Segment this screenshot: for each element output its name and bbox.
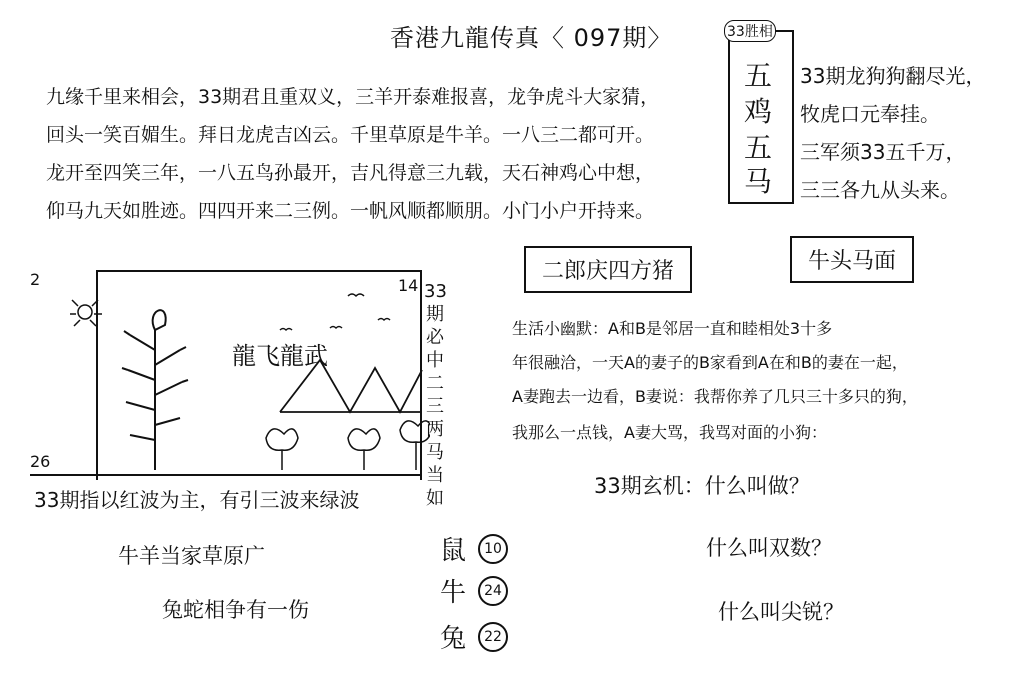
num-top-left: 2 bbox=[30, 270, 41, 289]
zodiac-num-2: 24 bbox=[478, 576, 508, 606]
story-line-3: A妻跑去一边看，B妻说：我帮你养了几只三十多只的狗， bbox=[512, 387, 918, 406]
drawing-caption: 龍飞龍武 bbox=[232, 342, 328, 370]
bottom-line-2: 兔蛇相争有一伤 bbox=[162, 598, 309, 622]
zodiac-num-3: 22 bbox=[478, 622, 508, 652]
right-poem-4: 三三各九从头来。 bbox=[800, 178, 960, 202]
poem-line-4: 仰马九天如胜迹。四四开来二三例。一帆风顺都顺朋。小门小户开持来。 bbox=[46, 200, 655, 222]
side-box-label: 33胜相 bbox=[724, 20, 776, 42]
sun-icon bbox=[70, 300, 102, 326]
question-3: 什么叫尖锐？ bbox=[718, 600, 844, 624]
zodiac-char-2: 牛 bbox=[440, 578, 467, 608]
poem-line-3: 龙开至四笑三年，一八五鸟孙最开，吉凡得意三九载，天石神鸡心中想， bbox=[46, 162, 655, 184]
story-line-2: 年很融洽，一天A的妻子的B家看到A在和B的妻在一起， bbox=[512, 353, 908, 372]
story-line-1: 生活小幽默：A和B是邻居一直和睦相处3十多 bbox=[512, 319, 833, 338]
right-poem-2: 牧虎口元奉挂。 bbox=[800, 102, 940, 126]
drawing-bottom-caption: 33期指以红波为主，有引三波来绿波 bbox=[34, 488, 360, 512]
side-char-4: 马 bbox=[744, 165, 773, 198]
page-title: 香港九龍传真〈 097期〉 bbox=[390, 24, 673, 52]
bottom-line-1: 牛羊当家草原广 bbox=[118, 544, 265, 568]
poem-line-1: 九缘千里来相会，33期君且重双义，三羊开泰难报喜，龙争虎斗大家猜， bbox=[46, 86, 660, 108]
drawing-sketch bbox=[30, 270, 430, 480]
side-box bbox=[727, 24, 794, 204]
zodiac-num-1: 10 bbox=[478, 534, 508, 564]
tag-right: 牛头马面 bbox=[790, 236, 914, 283]
zodiac-char-1: 鼠 bbox=[440, 536, 467, 566]
side-char-1: 五 bbox=[744, 59, 773, 92]
vertical-text: 33期必中二三两马当如 bbox=[424, 281, 447, 509]
story-line-4: 我那么一点钱，A妻大骂，我骂对面的小狗： bbox=[512, 423, 827, 442]
question-1: 33期玄机：什么叫做？ bbox=[594, 474, 810, 498]
tree-icon bbox=[122, 310, 188, 470]
tag-left: 二郎庆四方猪 bbox=[524, 246, 692, 293]
question-2: 什么叫双数？ bbox=[706, 536, 832, 560]
side-char-3: 五 bbox=[744, 131, 773, 164]
right-poem-1: 33期龙狗狗翻尽光， bbox=[800, 64, 986, 88]
poem-line-2: 回头一笑百媚生。拜日龙虎吉凶云。千里草原是牛羊。一八三二都可开。 bbox=[46, 124, 655, 146]
right-poem-3: 三军须33五千万， bbox=[800, 140, 966, 164]
side-char-2: 鸡 bbox=[744, 95, 773, 128]
num-top-right: 14 bbox=[398, 276, 419, 295]
num-bottom-left: 26 bbox=[30, 452, 51, 471]
zodiac-char-3: 兔 bbox=[440, 624, 467, 654]
bushes-icon bbox=[266, 421, 430, 470]
birds-icon bbox=[280, 294, 390, 330]
